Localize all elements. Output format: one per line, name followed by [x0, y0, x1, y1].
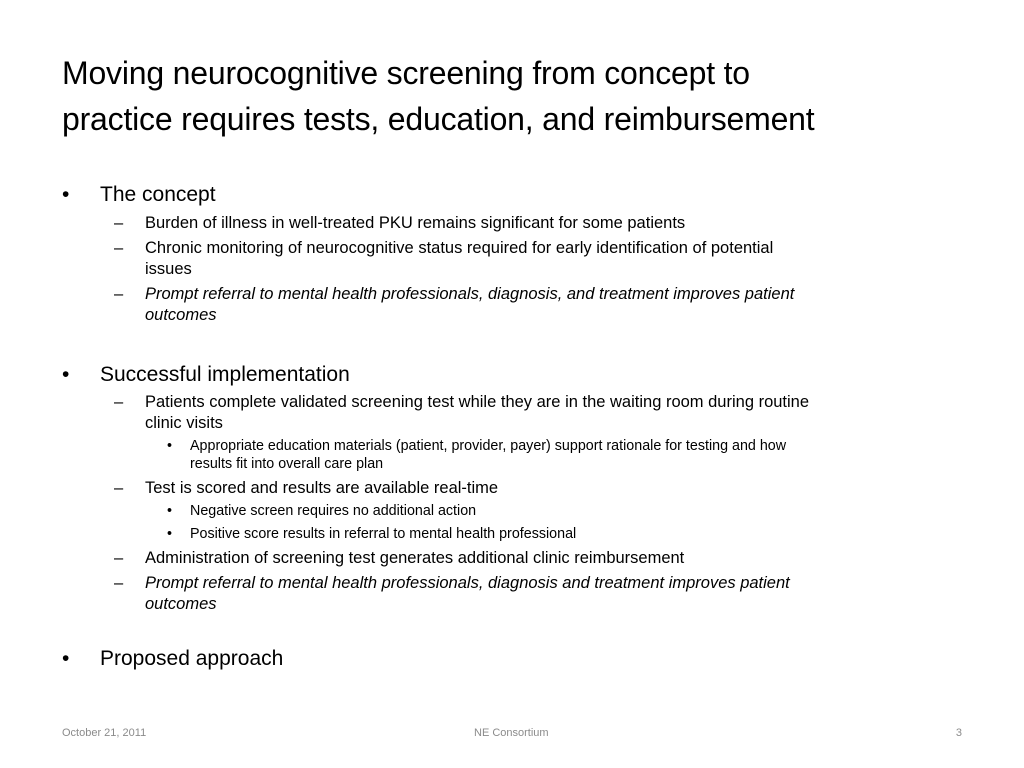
bullet-marker: •	[167, 438, 173, 454]
sub-sub-bullet-negative-screen	[167, 502, 950, 520]
sub-bullet-text: Patients complete validated screening test while they are in the waiting room during routine	[145, 393, 810, 411]
sub-sub-bullet-text: Appropriate education materials (patient, provider, payer) support rationale for testing and how	[190, 438, 787, 454]
sub-bullet-text: Prompt referral to mental health professionals, diagnosis and treatment improves patient	[145, 574, 790, 592]
dash-marker: –	[114, 393, 124, 411]
slide-title	[62, 50, 992, 142]
slide-title-line: Moving neurocognitive screening from concept to	[62, 55, 750, 91]
sub-sub-bullet-text: results fit into overall care plan	[190, 456, 384, 472]
bullet-marker: •	[167, 503, 173, 519]
sub-bullet-chronic-monitoring	[114, 238, 950, 279]
dash-marker: –	[114, 574, 124, 592]
bullet-the-concept	[62, 182, 960, 207]
sub-bullet-text: Test is scored and results are available real-time	[145, 479, 499, 497]
sub-bullet-text: outcomes	[145, 305, 217, 324]
bullet-marker: •	[62, 183, 70, 206]
sub-bullet-prompt-referral	[114, 573, 950, 614]
dash-marker: –	[114, 549, 124, 567]
dash-marker: –	[114, 285, 124, 303]
bullet-proposed-approach	[62, 646, 960, 671]
sub-bullet-patients-complete	[114, 392, 950, 433]
bullet-text: The concept	[100, 183, 216, 206]
bullet-text: Successful implementation	[100, 363, 350, 386]
footer-organization: NE Consortium	[474, 727, 549, 739]
sub-bullet-text: Burden of illness in well-treated PKU remains significant for some patients	[145, 214, 686, 232]
sub-bullet-text: outcomes	[145, 594, 217, 613]
sub-bullet-burden-of-illness	[114, 213, 950, 234]
slide-footer	[0, 726, 1024, 742]
sub-bullet-text: Prompt referral to mental health professionals, diagnosis, and treatment improves patient	[145, 285, 795, 303]
sub-bullet-text: Chronic monitoring of neurocognitive status required for early identification of potential	[145, 239, 774, 257]
footer-date: October 21, 2011	[62, 727, 147, 739]
sub-sub-bullet-positive-score	[167, 525, 950, 543]
slide-title-line: practice requires tests, education, and reimbursement	[62, 101, 815, 137]
sub-bullet-text: Administration of screening test generates additional clinic reimbursement	[145, 549, 685, 567]
dash-marker: –	[114, 239, 124, 257]
bullet-text: Proposed approach	[100, 647, 284, 670]
bullet-marker: •	[167, 526, 173, 542]
dash-marker: –	[114, 479, 124, 497]
sub-bullet-administration	[114, 548, 950, 569]
sub-sub-bullet-education-materials	[167, 437, 950, 473]
bullet-successful-implementation	[62, 362, 960, 387]
sub-bullet-prompt-referral	[114, 284, 950, 325]
dash-marker: –	[114, 214, 124, 232]
sub-bullet-text: issues	[145, 259, 192, 278]
bullet-marker: •	[62, 363, 70, 386]
bullet-marker: •	[62, 647, 70, 670]
footer-page-number: 3	[955, 727, 962, 739]
sub-bullet-test-scored	[114, 478, 950, 499]
sub-sub-bullet-text: Positive score results in referral to mental health professional	[190, 526, 577, 542]
sub-sub-bullet-text: Negative screen requires no additional action	[190, 503, 477, 519]
sub-bullet-text: clinic visits	[145, 413, 223, 432]
